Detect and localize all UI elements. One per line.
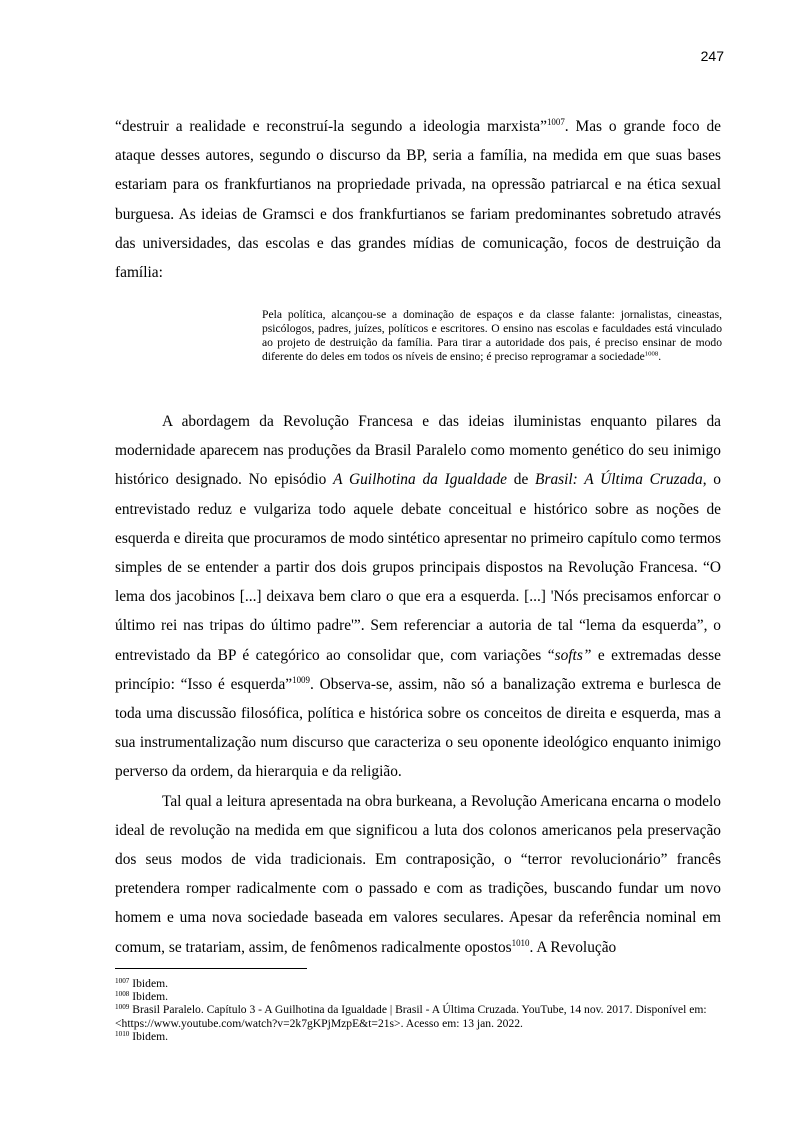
text-span: . A Revolução — [529, 938, 617, 956]
text-span: de — [507, 471, 536, 489]
footnote-item — [115, 977, 725, 990]
footnote-item — [115, 1030, 725, 1043]
footnote-item — [115, 1003, 725, 1029]
paragraph-french-revolution — [115, 407, 721, 787]
footnote-item — [115, 990, 725, 1003]
text-span: . Observa-se, assim, não só a banalização extrema e burlesca de toda uma discussão filosófica, política e histórica sobre os conceitos de direita e esquerda, mas a sua instrumentalização num discurso que caracteriza o seu oponente ideológico enquanto inimigo perverso da ordem, da hierarquia e da religião. — [115, 675, 721, 781]
footnote-divider — [115, 968, 307, 969]
text-span: “destruir a realidade e reconstruí-la segundo a ideologia marxista” — [115, 118, 547, 135]
text-span: . — [658, 349, 662, 363]
footnote-ref-1008[interactable]: 1008 — [644, 350, 659, 358]
footnote-ref-1009[interactable]: 1009 — [292, 675, 310, 686]
block-quote — [262, 308, 722, 364]
quote-text: Pela política, alcançou-se a dominação de espaços e da classe falante: jornalistas, cineastas, psicólogos, padres, juízes, políticos e escritores. O ensino nas escolas e faculdades está vinculado ao projeto de destruição da família. Para tirar a autoridade dos pais, é preciso ensinar de modo diferente do deles em todos os níveis de ensino; é preciso reprogramar a sociedade — [262, 308, 722, 363]
footnote-ref-1010[interactable]: 1010 — [511, 937, 530, 948]
footnote-text: Ibidem. — [129, 990, 169, 1004]
footnote-number: 1010 — [115, 1029, 130, 1038]
episode-title: A Guilhotina da Igualdade — [333, 471, 507, 489]
footnote-text: Brasil Paralelo. Capítulo 3 - A Guilhotina da Igualdade | Brasil - A Última Cruzada. YouTube, 14 nov. 2017. Disponível em: <https://www.youtube.com/watch?v=2k7gKPjMzpE&t=21s>. Acesso em: 13 jan. 2022. — [115, 1003, 707, 1030]
footnotes — [115, 977, 725, 1043]
body-main — [115, 407, 721, 962]
italic-term: softs” — [554, 646, 592, 664]
footnote-number: 1008 — [115, 990, 130, 999]
text-span: A abordagem da Revolução Francesa e das ideias iluministas enquanto pilares da modernidade aparecem nas produções da Brasil Paralelo como momento genético do seu inimigo histórico designado. No episódio — [115, 413, 721, 489]
page-number: 247 — [700, 48, 724, 64]
text-span: e extremadas desse princípio: “Isso é esquerda” — [115, 646, 721, 693]
footnote-number: 1007 — [115, 977, 130, 986]
paragraph-intro-text — [115, 112, 721, 287]
footnote-text: Ibidem. — [129, 977, 169, 990]
paragraph-american-revolution — [115, 787, 721, 962]
footnote-number: 1009 — [115, 1003, 130, 1012]
text-span: Tal qual a leitura apresentada na obra burkeana, a Revolução Americana encarna o modelo ideal de revolução na medida em que significou a luta dos colonos americanos pela preservação dos seus modos de vida tradicionais. Em contraposição, o “terror revolucionário” francês pretendera romper radicalmente com o passado e com as tradições, buscando fundar um novo homem e uma nova sociedade baseada em valores seculares. Apesar da referência nominal em comum, se tratariam, assim, de fenômenos radicalmente opostos — [115, 792, 721, 956]
text-span: , o entrevistado reduz e vulgariza todo aquele debate conceitual e histórico sobre as noções de esquerda e direita que procuramos de modo sintético apresentar no primeiro capítulo como termos simples de se entender a partir dos dois grupos principais dispostos na Revolução Francesa. “O lema dos jacobinos [...] deixava bem claro o que era a esquerda. [...] 'Nós precisamos enforcar o último rei nas tripas do último padre'”. Sem referenciar a autoria de tal “lema da esquerda”, o entrevistado da BP é categórico ao consolidar que, com variações “ — [115, 471, 722, 664]
footnote-ref-1007[interactable]: 1007 — [546, 117, 565, 128]
paragraph-intro — [115, 112, 721, 287]
series-title: Brasil: A Última Cruzada — [535, 471, 703, 489]
text-span: . Mas o grande foco de ataque desses autores, segundo o discurso da BP, seria a família, na medida em que suas bases estariam para os frankfurtianos na propriedade privada, na opressão patriarcal e na ética sexual burguesa. As ideias de Gramsci e dos frankfurtianos se fariam predominantes sobretudo através das universidades, das escolas e das grandes mídias de comunicação, focos de destruição da família: — [115, 118, 721, 282]
footnote-text: Ibidem. — [129, 1029, 169, 1043]
